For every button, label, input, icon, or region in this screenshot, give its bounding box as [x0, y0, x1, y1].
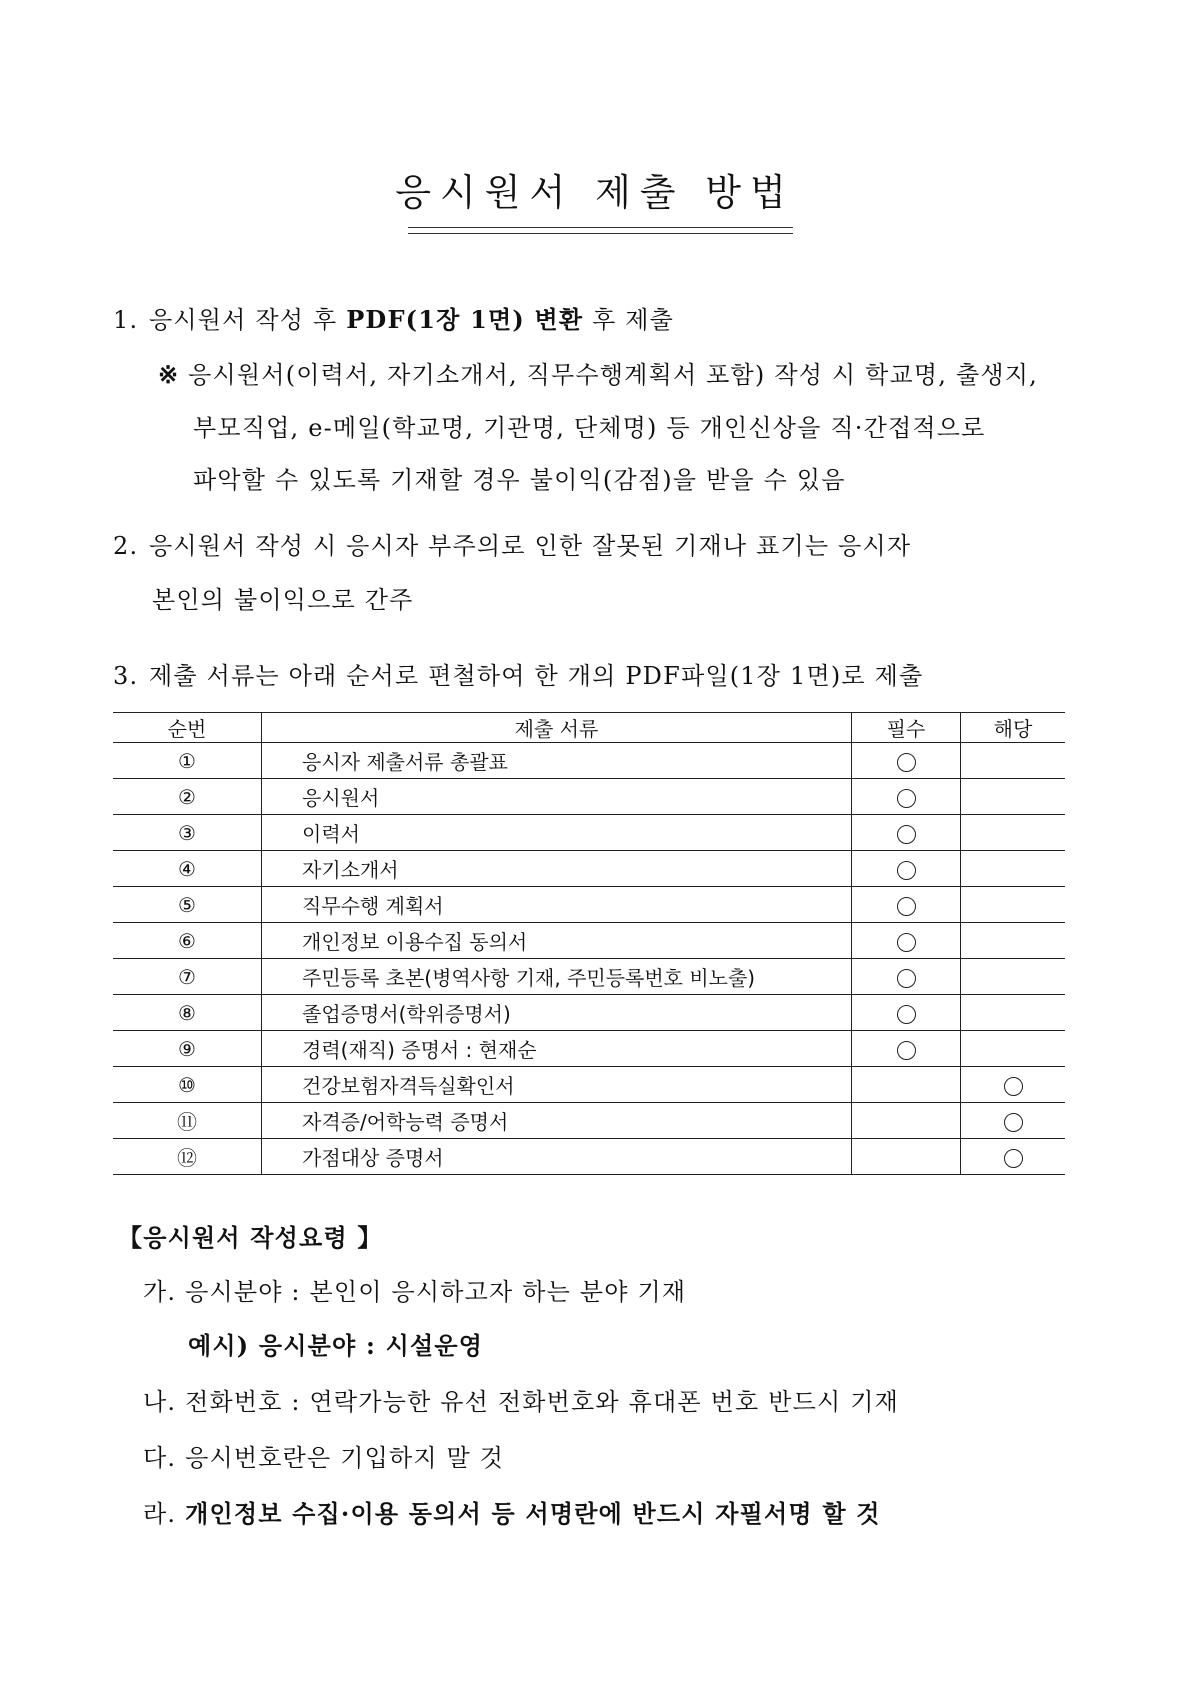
row-document-name: 이력서: [262, 815, 852, 851]
row-document-name: 주민등록 초본(병역사항 기재, 주민등록번호 비노출): [262, 959, 852, 995]
guide-item-text: 전화번호 : 연락가능한 유선 전화번호와 휴대폰 번호 반드시 기재: [185, 1388, 899, 1416]
table-header-row: [113, 713, 1065, 743]
row-applicable-cell: [961, 923, 1066, 959]
table-row: [113, 779, 1065, 815]
row-applicable-cell: [961, 1067, 1066, 1103]
guide-item-label: 가.: [143, 1278, 177, 1306]
required-circle-mark: [897, 969, 916, 988]
row-required-cell: [852, 851, 961, 887]
row-number: ③: [113, 815, 262, 851]
required-circle-mark: [897, 933, 916, 952]
section-1-text-after: 후 제출: [583, 306, 675, 334]
section-2-line-1: 응시원서 작성 시 응시자 부주의로 인한 잘못된 기재나 표기는 응시자: [149, 532, 912, 560]
row-required-cell: [852, 1031, 961, 1067]
required-circle-mark: [897, 825, 916, 844]
header-applicable: 해당: [961, 713, 1066, 743]
guide-item-na: [143, 1382, 899, 1417]
table-body: [113, 743, 1065, 1175]
row-required-cell: [852, 995, 961, 1031]
header-required: 필수: [852, 713, 961, 743]
table-row: [113, 1031, 1065, 1067]
required-circle-mark: [897, 789, 916, 808]
row-number: ⑥: [113, 923, 262, 959]
row-applicable-cell: [961, 779, 1066, 815]
page-title: 응시원서 제출 방법: [395, 171, 795, 214]
row-applicable-cell: [961, 887, 1066, 923]
table-row: [113, 923, 1065, 959]
section-1-number: 1.: [113, 306, 139, 334]
note-mark: ※: [158, 360, 180, 389]
guide-item-label: 다.: [143, 1444, 177, 1472]
table-row: [113, 1139, 1065, 1175]
guide-item-ga: [143, 1272, 686, 1307]
table-row: [113, 1103, 1065, 1139]
section-1-note: [158, 355, 1038, 390]
row-document-name: 응시자 제출서류 총괄표: [262, 743, 852, 779]
applicable-circle-mark: [1004, 1077, 1023, 1096]
section-1-text-before: 응시원서 작성 후: [149, 306, 347, 334]
guide-example: 예시) 응시분야 : 시설운영: [188, 1331, 484, 1360]
section-2-number: 2.: [113, 532, 139, 560]
table-row: [113, 743, 1065, 779]
row-document-name: 직무수행 계획서: [262, 887, 852, 923]
row-number: ⑩: [113, 1067, 262, 1103]
required-circle-mark: [897, 753, 916, 772]
table-row: [113, 1067, 1065, 1103]
row-required-cell: [852, 1139, 961, 1175]
row-document-name: 건강보험자격득실확인서: [262, 1067, 852, 1103]
row-document-name: 졸업증명서(학위증명서): [262, 995, 852, 1031]
header-no: 순번: [113, 713, 262, 743]
applicable-circle-mark: [1004, 1113, 1023, 1132]
row-number: ⑤: [113, 887, 262, 923]
guide-title: 【응시원서 작성요령 】: [118, 1223, 383, 1252]
note-line-2: 부모직업, e-메일(학교명, 기관명, 단체명) 등 개인신상을 직·간접적으로: [193, 414, 986, 442]
required-circle-mark: [897, 897, 916, 916]
required-circle-mark: [897, 1041, 916, 1060]
guide-item-text: 개인정보 수집·이용 동의서 등 서명란에 반드시 자필서명 할 것: [185, 1499, 881, 1528]
guide-item-text: 응시분야 : 본인이 응시하고자 하는 분야 기재: [185, 1278, 687, 1306]
row-number: ⑪: [113, 1103, 262, 1139]
guide-item-label: 라.: [143, 1500, 177, 1528]
row-applicable-cell: [961, 1031, 1066, 1067]
row-document-name: 자격증/어학능력 증명서: [262, 1103, 852, 1139]
row-applicable-cell: [961, 743, 1066, 779]
row-number: ⑧: [113, 995, 262, 1031]
section-3-text: 제출 서류는 아래 순서로 편철하여 한 개의 PDF파일(1장 1면)로 제출: [149, 662, 924, 690]
row-document-name: 가점대상 증명서: [262, 1139, 852, 1175]
row-document-name: 자기소개서: [262, 851, 852, 887]
row-number: ①: [113, 743, 262, 779]
note-line-3: 파악할 수 있도록 기재할 경우 불이익(감점)을 받을 수 있음: [193, 466, 846, 494]
table-row: [113, 851, 1065, 887]
header-doc: 제출 서류: [262, 713, 852, 743]
row-required-cell: [852, 1103, 961, 1139]
row-document-name: 응시원서: [262, 779, 852, 815]
section-1-text-bold: PDF(1장 1면) 변환: [346, 305, 584, 334]
guide-item-da: [143, 1438, 504, 1473]
row-applicable-cell: [961, 1103, 1066, 1139]
note-line-1: 응시원서(이력서, 자기소개서, 직무수행계획서 포함) 작성 시 학교명, 출생지,: [188, 361, 1038, 389]
row-number: ④: [113, 851, 262, 887]
guide-item-label: 나.: [143, 1388, 177, 1416]
row-required-cell: [852, 815, 961, 851]
row-number: ⑦: [113, 959, 262, 995]
row-applicable-cell: [961, 815, 1066, 851]
section-2-line-2: 본인의 불이익으로 간주: [152, 586, 414, 614]
required-circle-mark: [897, 1005, 916, 1024]
row-document-name: 개인정보 이용수집 동의서: [262, 923, 852, 959]
row-required-cell: [852, 923, 961, 959]
row-required-cell: [852, 1067, 961, 1103]
applicable-circle-mark: [1004, 1149, 1023, 1168]
table-row: [113, 887, 1065, 923]
row-number: ②: [113, 779, 262, 815]
documents-table: [113, 712, 1065, 1175]
section-3: [113, 656, 923, 691]
row-required-cell: [852, 743, 961, 779]
row-applicable-cell: [961, 995, 1066, 1031]
row-document-name: 경력(재직) 증명서 : 현재순: [262, 1031, 852, 1067]
section-3-number: 3.: [113, 662, 139, 690]
row-required-cell: [852, 779, 961, 815]
table-row: [113, 995, 1065, 1031]
row-applicable-cell: [961, 959, 1066, 995]
title-double-underline: [408, 227, 793, 234]
table-row: [113, 959, 1065, 995]
row-number: ⑫: [113, 1139, 262, 1175]
row-required-cell: [852, 959, 961, 995]
row-applicable-cell: [961, 1139, 1066, 1175]
table-row: [113, 815, 1065, 851]
guide-item-text: 응시번호란은 기입하지 말 것: [185, 1444, 505, 1472]
guide-item-ra: [143, 1494, 881, 1529]
row-number: ⑨: [113, 1031, 262, 1067]
section-1: [113, 300, 674, 335]
required-circle-mark: [897, 861, 916, 880]
row-applicable-cell: [961, 851, 1066, 887]
row-required-cell: [852, 887, 961, 923]
section-2: [113, 526, 911, 561]
